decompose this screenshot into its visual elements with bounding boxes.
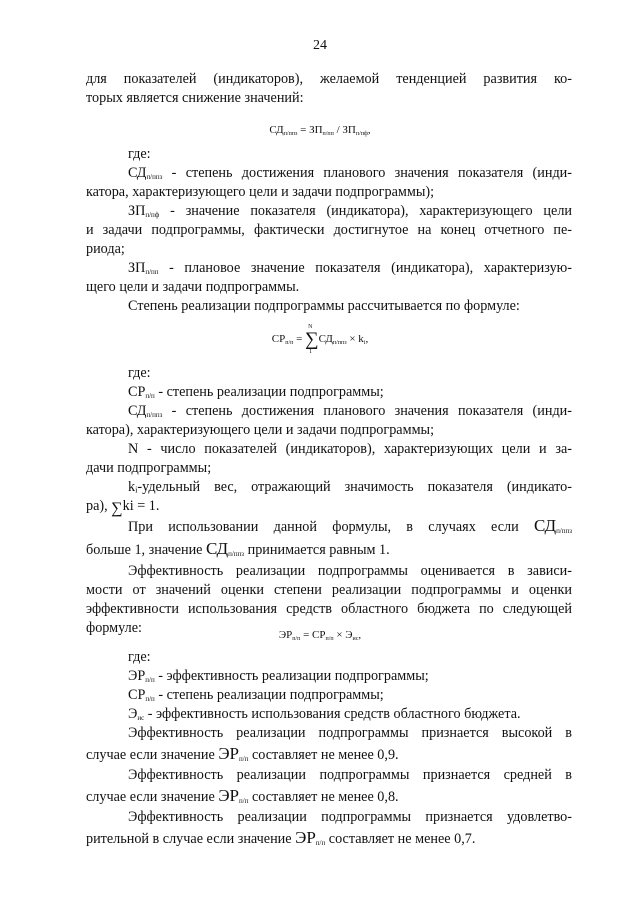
paragraph-line: катора, характеризующего цели и задачи подпрограммы); <box>86 184 435 200</box>
paragraph-line: где: <box>128 365 151 381</box>
paragraph-line: kᵢ-удельный вес, отражающий значимость показателя (индикато- <box>128 479 572 495</box>
paragraph-line: При использовании данной формулы, в случаях если СДп/ппз <box>128 516 573 535</box>
paragraph-line: случае если значение ЭРп/п составляет не менее 0,9. <box>86 744 399 763</box>
paragraph-line: СРп/п - степень реализации подпрограммы; <box>128 687 384 703</box>
paragraph-line: ЗПп/пп - плановое значение показателя (индикатора), характеризую- <box>128 260 572 276</box>
paragraph-line: Эффективность реализации подпрограммы оценивается в зависи- <box>128 563 572 579</box>
formula-implementation-degree: $СР_{п/п}$ = N ∑ 1 $СД_{п/ппз} \times k_i$, <box>271 324 369 355</box>
paragraph-line: дачи подпрограммы; <box>86 460 212 476</box>
paragraph-line: где: <box>128 146 151 162</box>
page-number: 24 <box>313 38 327 53</box>
paragraph-line: Эффективность реализации подпрограммы признается средней в <box>128 767 572 783</box>
paragraph-line: мости от значений оценки степени реализации подпрограммы и оценки <box>86 582 572 598</box>
paragraph-line: Эффективность реализации подпрограммы признается удовлетво- <box>128 809 572 825</box>
paragraph-line: щего цели и задачи подпрограммы. <box>86 279 300 295</box>
paragraph-line: СДп/ппз - степень достижения планового значения показателя (инди- <box>128 403 572 419</box>
paragraph-line: Степень реализации подпрограммы рассчитывается по формуле: <box>128 298 520 314</box>
paragraph-line: и задачи подпрограммы, фактически достигнутое на конец отчетного пе- <box>86 222 572 238</box>
paragraph-line: СДп/ппз - степень достижения планового значения показателя (инди- <box>128 165 572 181</box>
paragraph-line: Эис - эффективность использования средств областного бюджета. <box>128 706 521 722</box>
paragraph-line: риода; <box>86 241 125 257</box>
paragraph-line: катора), характеризующего цели и задачи подпрограммы; <box>86 422 435 438</box>
paragraph-line: где: <box>128 649 151 665</box>
paragraph-line: СРп/п - степень реализации подпрограммы; <box>128 384 384 400</box>
formula-achievement-degree: $СД_{п/ппз} = ЗП_{п/пп} / ЗП_{п/пф}$, <box>269 124 371 137</box>
paragraph-line: ЭРп/п - эффективность реализации подпрограммы; <box>128 668 429 684</box>
paragraph-line: Эффективность реализации подпрограммы признается высокой в <box>128 725 572 741</box>
formula-efficiency: $ЭР_{п/п} = СР_{п/п} \times Э_{ис}$, <box>278 629 362 642</box>
paragraph-line: рительной в случае если значение ЭРп/п составляет не менее 0,7. <box>86 828 476 847</box>
paragraph-line: случае если значение ЭРп/п составляет не менее 0,8. <box>86 786 399 805</box>
paragraph-line: ра), ∑ki = 1. <box>86 498 160 517</box>
paragraph-line: ЗПп/пф - значение показателя (индикатора), характеризующего цели <box>128 203 572 219</box>
paragraph-line: торых является снижение значений: <box>86 90 304 106</box>
paragraph-line: для показателей (индикаторов), желаемой тенденцией развития ко- <box>86 71 572 87</box>
paragraph-line: формуле: <box>86 620 142 636</box>
paragraph-line: больше 1, значение СДп/ппз принимается равным 1. <box>86 539 390 558</box>
paragraph-line: эффективности использования средств областного бюджета по следующей <box>86 601 572 617</box>
paragraph-line: N - число показателей (индикаторов), характеризующих цели и за- <box>128 441 572 457</box>
